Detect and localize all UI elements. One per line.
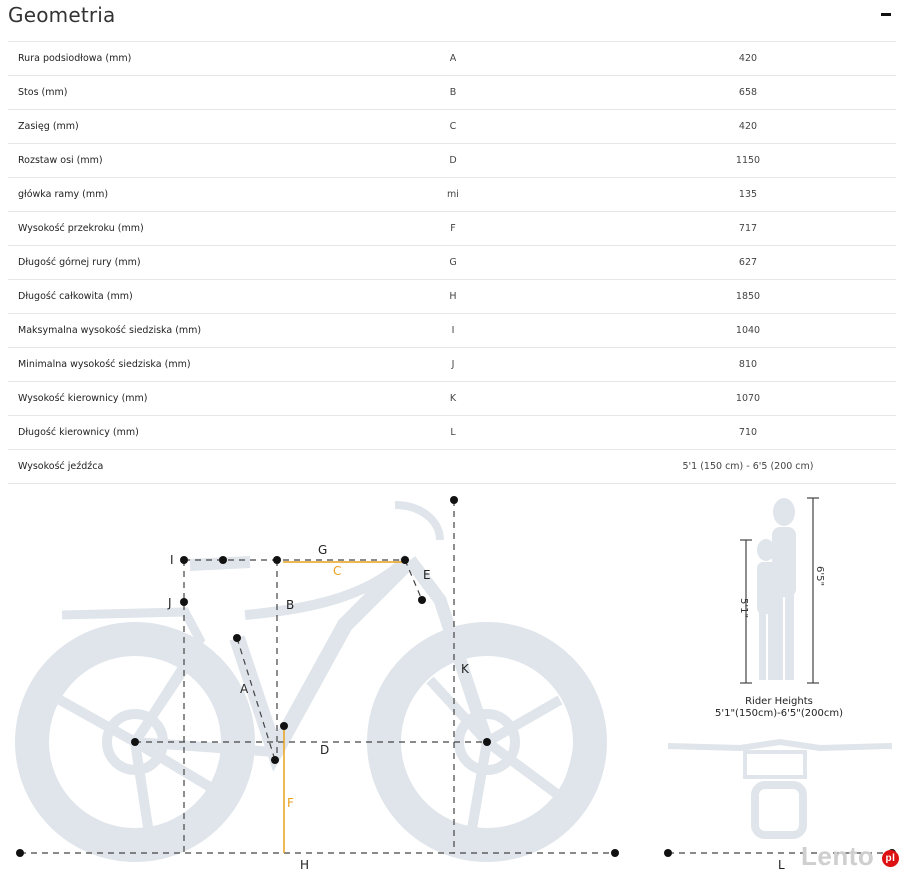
- row-name: Długość górnej rury (mm): [18, 257, 141, 268]
- table-row: [8, 42, 896, 76]
- label-G: G: [318, 543, 328, 557]
- row-code: L: [450, 427, 456, 438]
- row-code: G: [449, 257, 457, 268]
- handlebar-silhouette: [668, 742, 892, 835]
- row-value: 710: [738, 427, 758, 438]
- row-code: H: [449, 291, 457, 302]
- row-name: Wysokość przekroku (mm): [18, 223, 144, 234]
- table-row: [8, 314, 896, 348]
- row-value: 5'1 (150 cm) - 6'5 (200 cm): [682, 461, 814, 472]
- row-name: główka ramy (mm): [18, 189, 109, 200]
- row-name: Wysokość kierownicy (mm): [18, 393, 148, 404]
- row-code: I: [451, 325, 455, 336]
- table-row: [8, 178, 896, 212]
- table-row: [8, 76, 896, 110]
- row-name: Maksymalna wysokość siedziska (mm): [18, 325, 202, 336]
- row-name: Długość całkowita (mm): [18, 291, 133, 302]
- table-row: [8, 450, 896, 484]
- table-row: [8, 246, 896, 280]
- row-code: D: [449, 155, 457, 166]
- table-row: [8, 280, 896, 314]
- row-code: mi: [447, 189, 459, 200]
- label-D: D: [320, 743, 330, 757]
- table-row: [8, 348, 896, 382]
- watermark-badge: pl: [882, 850, 899, 867]
- row-name: Minimalna wysokość siedziska (mm): [18, 359, 191, 370]
- row-name: Stos (mm): [18, 87, 68, 98]
- row-name: Rura podsiodłowa (mm): [18, 53, 132, 64]
- row-code: J: [451, 359, 455, 370]
- label-B: B: [286, 598, 295, 612]
- row-code: A: [449, 53, 457, 64]
- rider-silhouettes: [757, 498, 796, 680]
- table-row: [8, 382, 896, 416]
- row-name: Wysokość jeźdźca: [18, 461, 104, 472]
- bike-silhouette: [32, 505, 590, 845]
- table-row: [8, 144, 896, 178]
- bike-geometry-diagram: [0, 488, 909, 880]
- label-I: I: [170, 553, 174, 567]
- label-F: F: [287, 796, 294, 810]
- row-value: 135: [738, 189, 758, 200]
- label-J: J: [168, 596, 172, 610]
- row-value: 1070: [735, 393, 761, 404]
- row-name: Długość kierownicy (mm): [18, 427, 139, 438]
- row-code: C: [449, 121, 457, 132]
- row-value: 658: [738, 87, 758, 98]
- row-name: Zasięg (mm): [18, 121, 79, 132]
- row-value: 1850: [735, 291, 761, 302]
- rider-caption-title: Rider Heights: [745, 696, 813, 707]
- table-row: [8, 110, 896, 144]
- row-code: F: [450, 223, 456, 234]
- collapse-minus-icon[interactable]: [881, 13, 891, 16]
- label-E: E: [423, 568, 431, 582]
- table-row: [8, 416, 896, 450]
- row-code: K: [449, 393, 457, 404]
- row-value: 420: [738, 53, 758, 64]
- label-A: A: [240, 682, 249, 696]
- row-value: 420: [738, 121, 758, 132]
- rider-caption-range: 5'1"(150cm)-6'5"(200cm): [714, 708, 844, 719]
- watermark-text: Lento: [801, 841, 875, 871]
- rider-short-label: 5'1": [738, 598, 749, 619]
- row-name: Rozstaw osi (mm): [18, 155, 103, 166]
- row-value: 717: [738, 223, 758, 234]
- rider-tall-label: 6'5": [814, 566, 825, 587]
- geometry-table: [8, 41, 896, 484]
- row-value: 627: [738, 257, 758, 268]
- table-row: [8, 212, 896, 246]
- label-C: C: [333, 564, 342, 578]
- lento-watermark: [801, 841, 899, 872]
- label-K: K: [461, 662, 469, 676]
- label-L: L: [778, 858, 785, 872]
- label-H: H: [300, 858, 310, 872]
- row-value: 810: [738, 359, 758, 370]
- row-code: B: [449, 87, 457, 98]
- row-value: 1150: [735, 155, 761, 166]
- geometry-section-header[interactable]: [0, 0, 909, 36]
- section-title: Geometria: [8, 3, 116, 27]
- row-value: 1040: [735, 325, 761, 336]
